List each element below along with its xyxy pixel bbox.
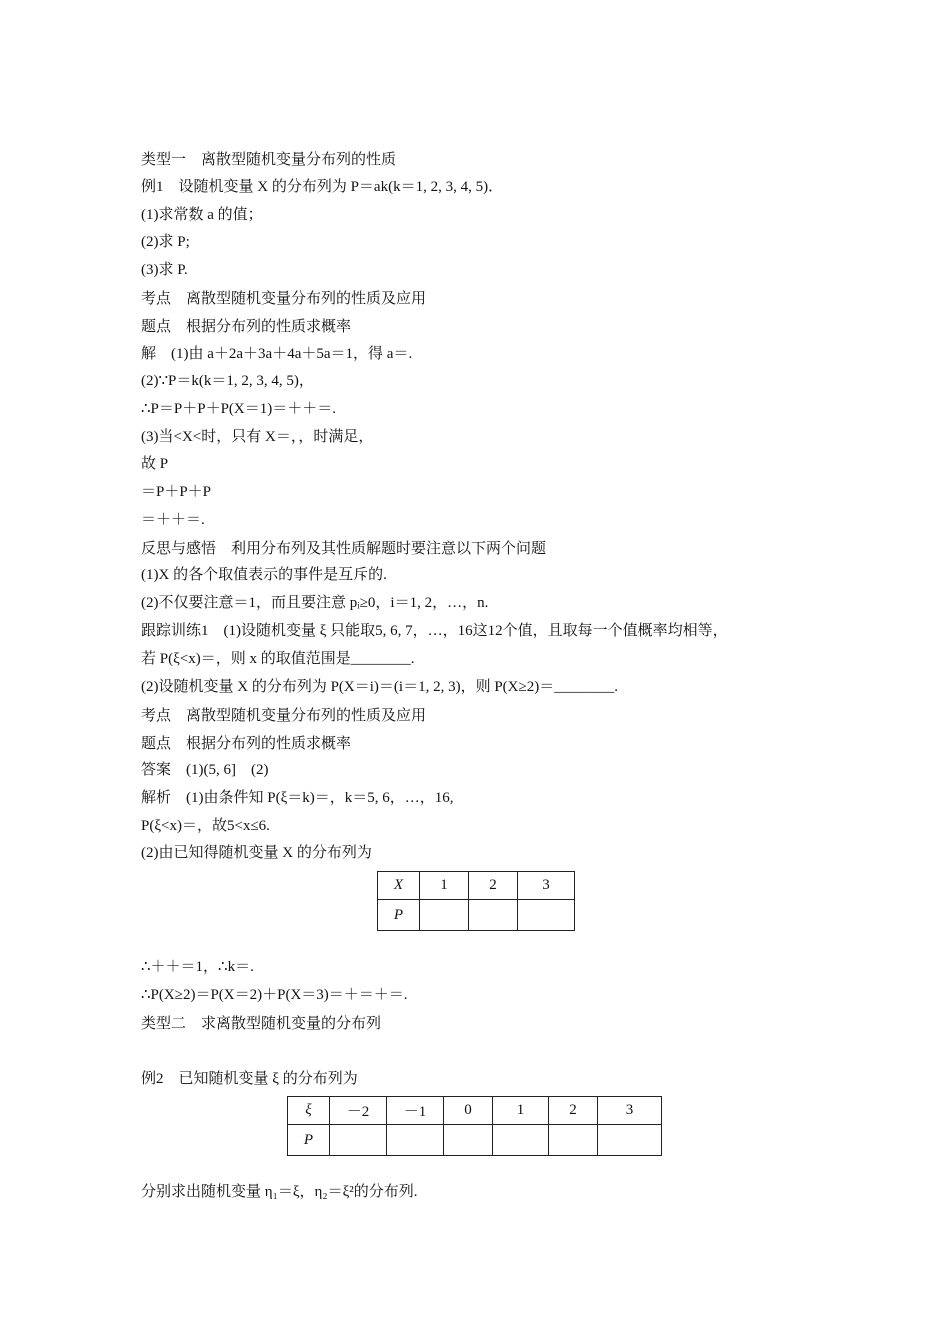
analysis-line-3: (2)由已知得随机变量 X 的分布列为 [141,845,372,861]
reflection-point-2: (2)不仅要注意＝1，而且要注意 pᵢ≥0，i＝1, 2，…，n. [141,595,489,611]
table-cell: ξ [288,1097,330,1125]
solution-step-3-sum: ＝P＋P＋P [141,484,212,500]
table-row [378,872,575,900]
example-1-part-1: (1)求常数 a 的值； [141,207,263,223]
table-cell: 2 [469,872,518,900]
table-cell [518,900,575,931]
solution-step-3: (3)当<X<时，只有 X＝，，时满足， [141,429,374,445]
table-cell [330,1125,387,1156]
topic-label: 考点 离散型随机变量分布列的性质及应用 [141,289,427,307]
table-cell [469,900,518,931]
table-cell [549,1125,598,1156]
practice-1-part-1-cont: 若 P(ξ<x)＝，则 x 的取值范围是________. [141,651,415,667]
solution-step-3-so: 故 P [141,456,169,472]
practice-1-part-2: (2)设随机变量 X 的分布列为 P(X＝i)＝(i＝1, 2, 3)，则 P(X≥2)＝________. [141,679,618,695]
table-cell: 3 [518,872,575,900]
section-heading-type-1: 类型一 离散型随机变量分布列的性质 [141,150,397,168]
subtopic-label-2: 题点 根据分布列的性质求概率 [141,734,352,752]
table-cell: －2 [330,1097,387,1125]
solution-step-2-result: ∴P＝P＋P＋P(X＝1)＝＋＋＝. [141,401,336,417]
table-cell: 1 [420,872,469,900]
analysis-line-1: 解析 (1)由条件知 P(ξ＝k)＝，k＝5, 6，…，16, [141,790,454,806]
table-cell: P [378,900,420,931]
table-cell: 0 [444,1097,493,1125]
table-cell: P [288,1125,330,1156]
table-cell: 2 [549,1097,598,1125]
solution-step-3-result: ＝＋＋＝. [141,512,205,528]
section-heading-type-2: 类型二 求离散型随机变量的分布列 [141,1014,382,1032]
practice-1-part-1: 跟踪训练1 (1)设随机变量 ξ 只能取5, 6, 7，…，16这12个值，且取每一个值概率均相等， [141,623,728,639]
distribution-table-x [377,871,575,931]
example-2-statement: 例2 已知随机变量 ξ 的分布列为 [141,1071,358,1087]
table-row [378,900,575,931]
table-cell: 3 [598,1097,662,1125]
solution-step-1: 解 (1)由 a＋2a＋3a＋4a＋5a＝1，得 a＝. [141,346,413,362]
analysis-line-5: ∴P(X≥2)＝P(X＝2)＋P(X＝3)＝＋＝＋＝. [141,987,408,1003]
table-row [288,1125,662,1156]
analysis-line-4: ∴＋＋＝1，∴k＝. [141,959,254,975]
example-1-statement: 例1 设随机变量 X 的分布列为 P＝ak(k＝1, 2, 3, 4, 5)． [141,179,504,195]
example-1-part-3: (3)求 P. [141,262,188,278]
reflection-heading: 反思与感悟 利用分布列及其性质解题时要注意以下两个问题 [141,539,547,557]
example-1-part-2: (2)求 P; [141,234,190,250]
answer-line: 答案 (1)(5, 6] (2) [141,762,269,778]
table-cell [387,1125,444,1156]
table-cell [598,1125,662,1156]
distribution-table-xi [287,1096,662,1156]
subtopic-label: 题点 根据分布列的性质求概率 [141,317,352,335]
analysis-line-2: P(ξ<x)＝，故5<x≤6. [141,818,270,834]
table-cell: 1 [493,1097,549,1125]
table-cell [420,900,469,931]
example-2-question: 分别求出随机变量 η₁＝ξ，η₂＝ξ²的分布列. [141,1184,418,1200]
table-cell: －1 [387,1097,444,1125]
table-cell [493,1125,549,1156]
topic-label-2: 考点 离散型随机变量分布列的性质及应用 [141,706,427,724]
solution-step-2: (2)∵P＝k(k＝1, 2, 3, 4, 5)， [141,373,314,389]
table-cell: X [378,872,420,900]
table-row [288,1097,662,1125]
table-cell [444,1125,493,1156]
reflection-point-1: (1)X 的各个取值表示的事件是互斥的. [141,567,387,583]
